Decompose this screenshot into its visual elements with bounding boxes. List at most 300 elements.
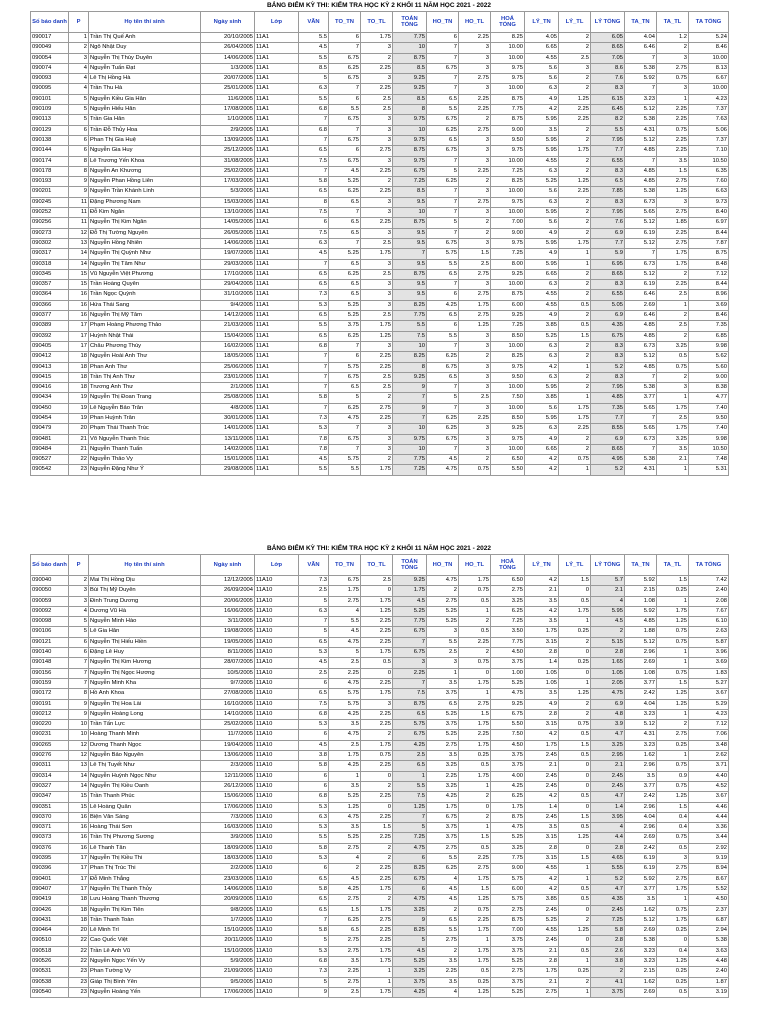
table-cell: 2.96	[625, 761, 657, 771]
table-cell: 14	[69, 781, 89, 791]
table-cell: 6.75	[393, 166, 427, 176]
table-cell: 4.55	[525, 53, 559, 63]
table-cell: 2	[559, 280, 591, 290]
table-cell: 7	[427, 156, 459, 166]
table-cell: 11A1	[255, 94, 299, 104]
table-cell: 2.25	[361, 63, 393, 73]
table-cell: 1	[657, 895, 689, 905]
table-row	[31, 895, 729, 905]
table-cell: 2.75	[329, 946, 361, 956]
table-cell: 7	[329, 125, 361, 135]
table-cell: 6.50	[491, 576, 525, 586]
table-cell: 1	[657, 751, 689, 761]
table-cell: 2.96	[625, 802, 657, 812]
table-cell: 10.00	[689, 53, 729, 63]
table-cell: 7.25	[591, 915, 625, 925]
table-cell: 11A10	[255, 926, 299, 936]
table-cell: 2.62	[689, 751, 729, 761]
header-ly-tn: LÝ_TN	[525, 12, 559, 33]
table-cell: 0.75	[657, 905, 689, 915]
table-cell: Mai Thị Hồng Dịu	[89, 576, 201, 586]
table-row	[31, 187, 729, 197]
table-cell: Trần Thị Anh Thư	[89, 372, 201, 382]
table-cell: 6.75	[329, 135, 361, 145]
table-cell: 2.25	[361, 678, 393, 688]
table-cell: 1.83	[689, 668, 729, 678]
table-cell: 6.75	[329, 576, 361, 586]
table-cell: 16	[69, 833, 89, 843]
table-cell: 2.5	[657, 413, 689, 423]
table-cell: 090144	[31, 146, 69, 156]
table-cell: 7	[299, 403, 329, 413]
table-cell: 5.6	[525, 63, 559, 73]
table-cell: 4.5	[393, 946, 427, 956]
table-cell: 2.6	[591, 946, 625, 956]
table-cell: 7	[625, 413, 657, 423]
table-cell: 090431	[31, 915, 69, 925]
table-cell: 7	[625, 53, 657, 63]
table-cell: 2.45	[525, 936, 559, 946]
table-cell: 3	[69, 53, 89, 63]
table-cell: 1.5	[657, 166, 689, 176]
table-cell: 9	[393, 915, 427, 925]
table-cell: 5	[393, 823, 427, 833]
table-cell: 6.25	[491, 792, 525, 802]
table-cell: 11A10	[255, 617, 299, 627]
table-cell: 2.75	[657, 63, 689, 73]
table-cell: 0.75	[657, 637, 689, 647]
table-cell: 7	[393, 413, 427, 423]
table-cell: 2.75	[459, 197, 491, 207]
table-cell: Dương Thanh Ngọc	[89, 740, 201, 750]
table-cell: 9.75	[393, 156, 427, 166]
table-cell: 11/7/2005	[201, 730, 255, 740]
table-cell: 5.65	[625, 208, 657, 218]
table-cell: 4.7	[591, 730, 625, 740]
table-cell: 2.5	[459, 259, 491, 269]
table-row	[31, 43, 729, 53]
table-cell: 5.25	[525, 915, 559, 925]
table-cell: 4.31	[625, 465, 657, 475]
table-cell: 3.75	[427, 720, 459, 730]
table-cell: 3	[427, 627, 459, 637]
table-cell: 0.75	[559, 455, 591, 465]
table-cell: 8.75	[689, 249, 729, 259]
table-cell: 11A10	[255, 812, 299, 822]
header-to-tl: TO_TL	[361, 12, 393, 33]
table-cell: 8.55	[591, 424, 625, 434]
table-cell: 090138	[31, 135, 69, 145]
table-cell: 6.25	[329, 915, 361, 925]
table-cell: 090178	[31, 166, 69, 176]
table-cell: 2/3/2005	[201, 761, 255, 771]
table-cell: 10	[393, 125, 427, 135]
table-cell: 1.75	[559, 238, 591, 248]
table-cell: 2	[69, 576, 89, 586]
table-cell: 9.75	[491, 146, 525, 156]
table-cell: 7.5	[299, 208, 329, 218]
header-ta-tong: TA TỔNG	[689, 555, 729, 576]
table-cell: 2.5	[329, 987, 361, 997]
table-cell: 6	[299, 781, 329, 791]
table-cell: 16/10/2005	[201, 699, 255, 709]
table-cell: 6.5	[427, 372, 459, 382]
table-cell: 11A10	[255, 668, 299, 678]
table-cell: 2	[559, 637, 591, 647]
table-cell: 5.5	[427, 105, 459, 115]
table-cell: 14/01/2005	[201, 424, 255, 434]
table-cell: 3.23	[625, 740, 657, 750]
table-cell: 6.55	[591, 156, 625, 166]
table-cell: 6.5	[299, 895, 329, 905]
table-cell: 1.25	[459, 895, 491, 905]
table-cell: 8.3	[591, 84, 625, 94]
table-cell: 3	[657, 383, 689, 393]
table-cell: 7.5	[299, 228, 329, 238]
table-cell: 6	[299, 678, 329, 688]
table-cell: 0.5	[559, 751, 591, 761]
header-ta-tong: TA TỔNG	[689, 12, 729, 33]
table-cell: 6.5	[329, 218, 361, 228]
table-cell: 7.25	[393, 177, 427, 187]
table-cell: 9.50	[491, 135, 525, 145]
table-cell: Nguyễn Thảo Vy	[89, 455, 201, 465]
table-cell: 4.52	[689, 781, 729, 791]
table-row	[31, 709, 729, 719]
table-cell: 0.75	[559, 720, 591, 730]
table-cell: 090450	[31, 403, 69, 413]
table-cell: 2.95	[591, 751, 625, 761]
table-cell: 6.73	[625, 197, 657, 207]
table-cell: Lê Hoàng Quân	[89, 802, 201, 812]
table-cell: 3	[559, 63, 591, 73]
table-cell: 8.75	[393, 146, 427, 156]
table-cell: 9.73	[689, 197, 729, 207]
table-cell: 14/02/2005	[201, 444, 255, 454]
table-cell: 2	[559, 228, 591, 238]
table-cell: 22	[69, 936, 89, 946]
table-cell: 10.00	[491, 341, 525, 351]
table-cell: 7.85	[591, 187, 625, 197]
table-cell: 6.75	[427, 812, 459, 822]
table-cell: 0.25	[559, 658, 591, 668]
table-cell: 11A1	[255, 177, 299, 187]
table-cell: 9.5	[393, 228, 427, 238]
table-cell: 5.5	[393, 321, 427, 331]
table-cell: 2	[559, 218, 591, 228]
table-cell: 1	[427, 668, 459, 678]
table-cell: 1.75	[361, 946, 393, 956]
table-cell: 2.45	[525, 771, 559, 781]
table-cell: 11A1	[255, 187, 299, 197]
table-cell: 25/12/2005	[201, 146, 255, 156]
table-row	[31, 166, 729, 176]
table-cell: 17/06/2005	[201, 802, 255, 812]
table-cell: 1.25	[657, 689, 689, 699]
table-cell: 9.75	[491, 63, 525, 73]
table-cell: 2.25	[657, 105, 689, 115]
table-cell: 1.62	[625, 905, 657, 915]
table-cell: 4	[69, 63, 89, 73]
table-cell: 2.25	[361, 926, 393, 936]
table-row	[31, 812, 729, 822]
table-cell: 0.25	[657, 926, 689, 936]
table-cell: 1.75	[361, 689, 393, 699]
table-cell: 5.75	[393, 720, 427, 730]
table-cell: 4.25	[393, 740, 427, 750]
table-cell: 11A10	[255, 967, 299, 977]
table-cell: 14	[69, 771, 89, 781]
table-cell: 3	[69, 596, 89, 606]
table-cell: 17	[69, 874, 89, 884]
table-cell: 8.5	[393, 94, 427, 104]
table-cell: 0	[459, 802, 491, 812]
table-cell: 2.25	[329, 967, 361, 977]
table-cell: 19/08/2005	[201, 627, 255, 637]
table-cell: 090093	[31, 74, 69, 84]
table-cell: 1.75	[361, 905, 393, 915]
table-cell: 5.3	[299, 802, 329, 812]
table-cell: 3.25	[393, 967, 427, 977]
table-cell: 0.5	[559, 596, 591, 606]
table-cell: 090464	[31, 926, 69, 936]
table-row	[31, 576, 729, 586]
table-cell: 2.5	[361, 269, 393, 279]
table-cell: 5.25	[427, 617, 459, 627]
table-cell: 10.00	[491, 280, 525, 290]
table-cell: 3	[361, 228, 393, 238]
table-cell: 1.75	[361, 465, 393, 475]
table-cell: 090345	[31, 269, 69, 279]
table-cell: 6	[69, 125, 89, 135]
table-cell: 4.5	[299, 43, 329, 53]
table-cell: 0	[559, 843, 591, 853]
table-cell: 090389	[31, 321, 69, 331]
table-cell: 090276	[31, 751, 69, 761]
table-row	[31, 956, 729, 966]
table-cell: 6.5	[299, 905, 329, 915]
table-cell: Hứa Thái Sang	[89, 300, 201, 310]
table-cell: 3.63	[689, 946, 729, 956]
table-row	[31, 372, 729, 382]
table-cell: 10.00	[491, 383, 525, 393]
table-cell: 6.25	[427, 125, 459, 135]
table-cell: 2.15	[625, 586, 657, 596]
table-cell: 8.40	[689, 208, 729, 218]
table-cell: 090407	[31, 884, 69, 894]
table-cell: 5.5	[329, 617, 361, 627]
table-cell: 2	[69, 43, 89, 53]
table-cell: 2.25	[459, 637, 491, 647]
table-cell: 3	[459, 444, 491, 454]
table-cell: 3/11/2005	[201, 617, 255, 627]
table-cell: 0.25	[657, 977, 689, 987]
table-cell: 6.5	[393, 761, 427, 771]
table-cell: 16	[69, 823, 89, 833]
table-cell: 6.55	[591, 290, 625, 300]
table-cell: 090174	[31, 156, 69, 166]
table-cell: 7.5	[393, 331, 427, 341]
table-cell: 090092	[31, 606, 69, 616]
table-cell: 3	[361, 259, 393, 269]
table-cell: 090434	[31, 393, 69, 403]
table-cell: 7.7	[591, 413, 625, 423]
table-cell: 4.75	[329, 812, 361, 822]
table-cell: 6.9	[591, 228, 625, 238]
table-cell: 8.3	[591, 352, 625, 362]
table-cell: 2	[591, 627, 625, 637]
table-row	[31, 730, 729, 740]
table-row	[31, 413, 729, 423]
table-cell: Trần Hoàng Quyên	[89, 280, 201, 290]
table-cell: 0	[361, 771, 393, 781]
table-cell: 5.8	[299, 393, 329, 403]
table-cell: 5.25	[427, 606, 459, 616]
table-cell: 10.00	[689, 84, 729, 94]
table-cell: 3	[657, 854, 689, 864]
score-table	[30, 554, 729, 998]
table-cell: 5.3	[299, 946, 329, 956]
table-cell: 4.75	[427, 576, 459, 586]
table-cell: 3	[459, 208, 491, 218]
table-cell: Lưu Hoàng Thanh Thương	[89, 895, 201, 905]
table-cell: 11/6/2005	[201, 94, 255, 104]
table-cell: 6.5	[427, 311, 459, 321]
table-cell: 11A1	[255, 403, 299, 413]
table-cell: 9.5	[393, 290, 427, 300]
table-cell: 6.67	[689, 74, 729, 84]
table-cell: 6.19	[625, 228, 657, 238]
table-cell: 4.00	[491, 771, 525, 781]
table-cell: 6.5	[329, 228, 361, 238]
table-cell: 7	[427, 197, 459, 207]
table-cell: 5.6	[525, 74, 559, 84]
table-cell: 6.3	[299, 238, 329, 248]
table-cell: 6	[69, 146, 89, 156]
table-cell: 20/11/2005	[201, 936, 255, 946]
table-row	[31, 627, 729, 637]
table-cell: 21/03/2005	[201, 321, 255, 331]
table-cell: Trần Lê Anh Vũ	[89, 946, 201, 956]
table-cell: 090172	[31, 689, 69, 699]
table-cell: Phan Thị Gia Huệ	[89, 135, 201, 145]
table-cell: 2.45	[591, 905, 625, 915]
table-cell: 2.75	[361, 146, 393, 156]
table-cell: 29/03/2005	[201, 259, 255, 269]
table-cell: 090314	[31, 771, 69, 781]
table-cell: 8.46	[689, 43, 729, 53]
table-cell: 9/7/2005	[201, 678, 255, 688]
table-cell: 7	[427, 228, 459, 238]
table-cell: 3	[459, 341, 491, 351]
table-cell: 2.5	[459, 393, 491, 403]
table-cell: 2	[459, 115, 491, 125]
table-cell: 9.75	[393, 135, 427, 145]
table-cell: 5.7	[591, 576, 625, 586]
table-cell: 1	[361, 967, 393, 977]
table-row	[31, 177, 729, 187]
table-cell: 1	[559, 249, 591, 259]
table-cell: 2.42	[625, 689, 657, 699]
table-cell: 5.25	[329, 792, 361, 802]
table-cell: 4.5	[329, 627, 361, 637]
table-cell: 1/3/2005	[201, 63, 255, 73]
table-cell: 3	[657, 197, 689, 207]
table-cell: 3.5	[525, 689, 559, 699]
table-cell: 5.50	[491, 720, 525, 730]
table-cell: 15/01/2005	[201, 455, 255, 465]
table-cell: 6.5	[299, 187, 329, 197]
table-cell: 0.5	[657, 352, 689, 362]
table-cell: 4.2	[525, 792, 559, 802]
table-cell: 1.4	[591, 802, 625, 812]
table-cell: 090191	[31, 699, 69, 709]
table-cell: 3.69	[689, 658, 729, 668]
table-cell: Nguyễn Trần Khánh Linh	[89, 187, 201, 197]
header-ho-tn: HO_TN	[427, 12, 459, 33]
table-cell: 2.40	[689, 967, 729, 977]
table-cell: 6.5	[329, 259, 361, 269]
table-cell: 1.5	[657, 678, 689, 688]
table-cell: 3.5	[329, 823, 361, 833]
table-cell: 4.4	[591, 833, 625, 843]
table-cell: 2.25	[361, 627, 393, 637]
table-cell: 4.31	[625, 730, 657, 740]
table-cell: 7.3	[299, 290, 329, 300]
table-cell: 6.73	[625, 341, 657, 351]
table-cell: 11A10	[255, 751, 299, 761]
table-cell: 23	[69, 987, 89, 997]
table-cell: 0	[361, 586, 393, 596]
table-cell: 1.75	[559, 403, 591, 413]
table-cell: 090156	[31, 668, 69, 678]
table-cell: 6.65	[525, 269, 559, 279]
table-cell: 20/10/2005	[201, 33, 255, 43]
header-ly-tong: LÝ TỔNG	[591, 12, 625, 33]
table-cell: 6.25	[427, 352, 459, 362]
table-cell: 0.25	[559, 627, 591, 637]
table-cell: 6.75	[393, 648, 427, 658]
table-cell: 0.75	[361, 751, 393, 761]
table-cell: 2	[559, 135, 591, 145]
table-cell: 2.75	[491, 905, 525, 915]
table-row	[31, 833, 729, 843]
table-cell: 9.50	[689, 413, 729, 423]
table-cell: 9.00	[689, 372, 729, 382]
table-cell: 4.5	[299, 455, 329, 465]
table-cell: 1.5	[459, 884, 491, 894]
table-cell: 6.3	[525, 352, 559, 362]
table-cell: 7.37	[689, 105, 729, 115]
table-cell: 9.25	[393, 84, 427, 94]
table-cell: 11A1	[255, 259, 299, 269]
table-cell: 1.75	[361, 956, 393, 966]
table-cell: 9.25	[393, 372, 427, 382]
header-ho-tl: HO_TL	[459, 12, 491, 33]
table-cell: 1.75	[459, 300, 491, 310]
header-ly-tl: LÝ_TL	[559, 555, 591, 576]
table-cell: 5.5	[299, 94, 329, 104]
table-cell: 3	[361, 424, 393, 434]
table-cell: 2.25	[459, 854, 491, 864]
table-cell: 2	[657, 372, 689, 382]
table-cell: 0	[559, 668, 591, 678]
table-cell: 11A1	[255, 105, 299, 115]
table-cell: 0.5	[559, 946, 591, 956]
table-cell: 6.8	[299, 709, 329, 719]
table-cell: 090050	[31, 586, 69, 596]
table-cell: 6.97	[689, 218, 729, 228]
